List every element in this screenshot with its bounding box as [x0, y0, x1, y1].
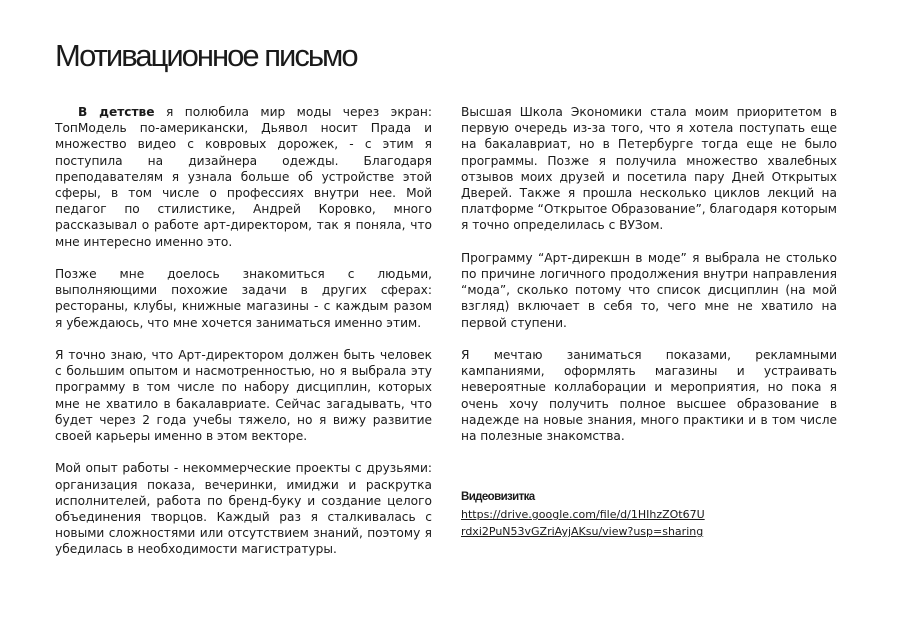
- left-column: [55, 104, 432, 558]
- paragraph-experience: Мой опыт работы - некоммерческие проекты с друзьями: организация показа, вечеринки, имиджи и раскрутка исполнителей, работа по бренд-буку и создание целого объединения творцов. Каждый раз я сталкивалась с новыми сложностями или отсутствием знаний, поэтому я убедилась в необходимости магистратуры.: [55, 461, 432, 557]
- paragraph-art-director: Я точно знаю, что Арт-директором должен быть человек с большим опытом и насмотренностью, но я выбрала эту программу в том числе по набору дисциплин, которых мне не хватило в бакалавриате. Сейчас загадывать, что будет через 2 года учебы тяжело, но я вижу развитие своей карьеры именно в этом векторе.: [55, 348, 432, 444]
- paragraph-lead-bold: В детстве: [78, 105, 155, 119]
- video-label: Видеовизитка: [461, 491, 535, 503]
- paragraph-people: Позже мне доелось знакомиться с людьми, выполняющими похожие задачи в других сферах: рестораны, клубы, книжные магазины - с каждым разом я убеждаюсь, что мне хочется заниматься именно этим.: [55, 267, 432, 330]
- paragraph-text: я полюбила мир моды через экран: ТопМодель по-американски, Дьявол носит Прада и множество видео с ковровых дорожек, - с этим я поступила на дизайнера одежды. Благодаря преподавателям я узнала больше об устройстве этой сферы, в том числе о профессиях внутри нее. Мой педагог по стилистике, Андрей Коровко, много рассказывал о работе арт-директором, так я поняла, что мне интересно именно это.: [55, 105, 432, 249]
- paragraph-childhood: [55, 104, 432, 250]
- paragraph-dreams: Я мечтаю заниматься показами, рекламными кампаниями, оформлять магазины и устраивать невероятные коллаборации и мероприятия, но пока я очень хочу получить полное высшее образование в надежде на новые знания, много практики и в том числе на полезные знакомства.: [461, 348, 837, 444]
- right-column: [461, 104, 837, 444]
- paragraph-program: Программу “Арт-дирекшн в моде” я выбрала не столько по причине логичного продолжения внутри направления “мода”, сколько потому что список дисциплин (на мой взгляд) включает в себя то, чего мне не хватило на первой ступени.: [461, 250, 837, 330]
- paragraph-hse: Высшая Школа Экономики стала моим приоритетом в первую очередь из-за того, что я хотела поступать еще на бакалавриат, но в Петербурге тогда еще не было программы. Позже я получила множество хвалебных отзывов моих друзей и посетила пару Дней Открытых Дверей. Также я прошла несколько циклов лекций на платформе “Открытое Образование”, благодаря которым я точно определилась с ВУЗом.: [461, 105, 837, 233]
- video-link-line-1[interactable]: https://drive.google.com/file/d/1HIhzZOt67U: [461, 508, 705, 521]
- video-section: [461, 491, 761, 540]
- video-link-line-2[interactable]: rdxi2PuN53vGZriAyjAKsu/view?usp=sharing: [461, 525, 704, 538]
- page-title: Мотивационное письмо: [55, 38, 357, 73]
